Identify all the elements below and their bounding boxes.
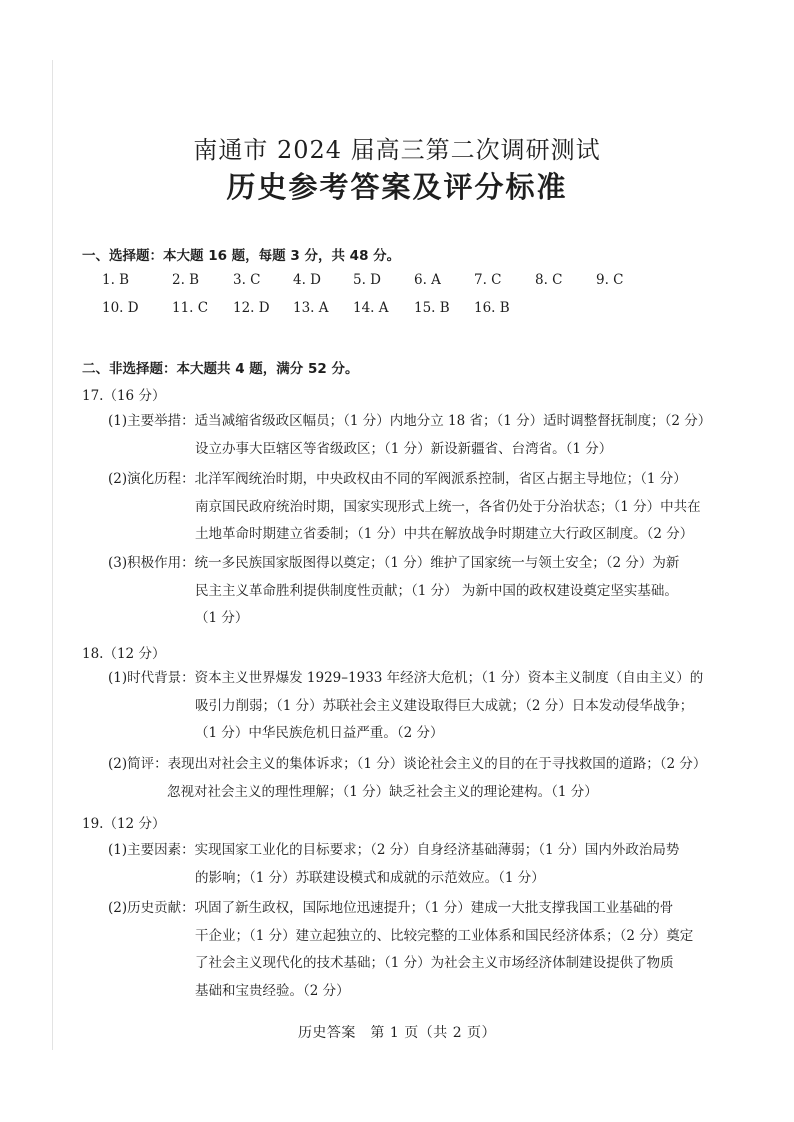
answer-line: (1)主要举措：适当减缩省级政区幅员；（1 分）内地分立 18 省；（1 分）适时调整督抚制度；（2 分） [108,413,712,429]
answer-line: 设立办事大臣辖区等省级政区；（1 分）新设新疆省、台湾省。（1 分） [195,440,613,457]
question-18-header: 18.（12 分） [82,646,166,662]
part1-heading: 一、选择题：本大题 16 题，每题 3 分，共 48 分。 [82,248,401,264]
q18-part1 [108,665,718,748]
answer-item: 2. B [172,272,200,288]
answer-item: 8. C [535,272,563,288]
answer-line: 民主主义革命胜利提供制度性贡献；（1 分） 为新中国的政权建设奠定坚实基础。 [195,582,678,599]
answer-line: (2)历史贡献：巩固了新生政权，国际地位迅速提升；（1 分）建成一大批支撑我国工业基础的骨 [108,900,674,916]
answer-item: 1. B [102,272,130,288]
q19-part1 [108,837,718,892]
answer-item: 10. D [102,300,139,316]
answer-item: 12. D [233,300,270,316]
answer-line: (2)演化历程：北洋军阀统治时期，中央政权由不同的军阀派系控制，省区占据主导地位；（1 分） [108,471,687,487]
answer-line: 南京国民政府统治时期，国家实现形式上统一，各省仍处于分治状态；（1 分）中共在 [195,498,701,515]
answer-line: 土地革命时期建立省委制；（1 分）中共在解放战争时期建立大行政区制度。（2 分） [195,526,694,543]
answer-item: 13. A [293,300,329,316]
document-title: 历史参考答案及评分标准 [226,170,568,204]
answer-line: (2)简评：表现出对社会主义的集体诉求；（1 分）谈论社会主义的目的在于寻找救国的道路；（2 分） [108,756,707,772]
part2-heading: 二、非选择题：本大题共 4 题，满分 52 分。 [82,361,359,377]
answer-item: 3. C [233,272,261,288]
answer-line: (3)积极作用：统一多民族国家版图得以奠定；（1 分）维护了国家统一与领土安全；（2 分）为新 [108,555,680,571]
answer-line: （1 分）中华民族危机日益严重。（2 分） [195,725,444,742]
q17-part2 [108,466,718,549]
answer-line: 忽视对社会主义的理性理解；（1 分）缺乏社会主义的理论建构。（1 分） [167,783,598,800]
answer-item: 6. A [414,272,441,288]
answer-item: 11. C [172,300,209,316]
answer-item: 7. C [474,272,502,288]
question-19-header: 19.（12 分） [82,816,166,832]
answer-line: (1)时代背景：资本主义世界爆发 1929–1933 年经济大危机；（1 分）资本主义制度（自由主义）的 [108,670,704,686]
answer-item: 5. D [353,272,381,288]
q17-part1 [108,408,718,463]
q18-part2 [108,751,718,806]
q19-part2 [108,895,718,1005]
answer-item: 15. B [414,300,450,316]
answer-line: (1)主要因素：实现国家工业化的目标要求；（2 分）自身经济基础薄弱；（1 分）国内外政治局势 [108,842,680,858]
answer-item: 14. A [353,300,389,316]
answer-item: 9. C [596,272,624,288]
answer-line: 的影响；（1 分）苏联建设模式和成就的示范效应。（1 分） [195,869,545,886]
answer-line: （1 分） [195,610,249,627]
answer-line: 干企业；（1 分）建立起独立的、比较完整的工业体系和国民经济体系；（2 分）奠定 [195,927,694,944]
exam-title: 南通市 2024 届高三第二次调研测试 [193,136,601,164]
answer-line: 吸引力削弱；（1 分）苏联社会主义建设取得巨大成就；（2 分）日本发动侵华战争； [195,697,694,714]
answer-item: 16. B [474,300,510,316]
answer-item: 4. D [293,272,321,288]
page-footer: 历史答案 第 1 页（共 2 页） [297,1025,497,1041]
page-margin-line [52,60,53,1050]
answer-line: 基础和宝贵经验。（2 分） [195,982,350,999]
q17-part3 [108,550,718,633]
question-17-header: 17.（16 分） [82,388,166,404]
answer-line: 了社会主义现代化的技术基础；（1 分）为社会主义市场经济体制建设提供了物质 [195,955,674,972]
